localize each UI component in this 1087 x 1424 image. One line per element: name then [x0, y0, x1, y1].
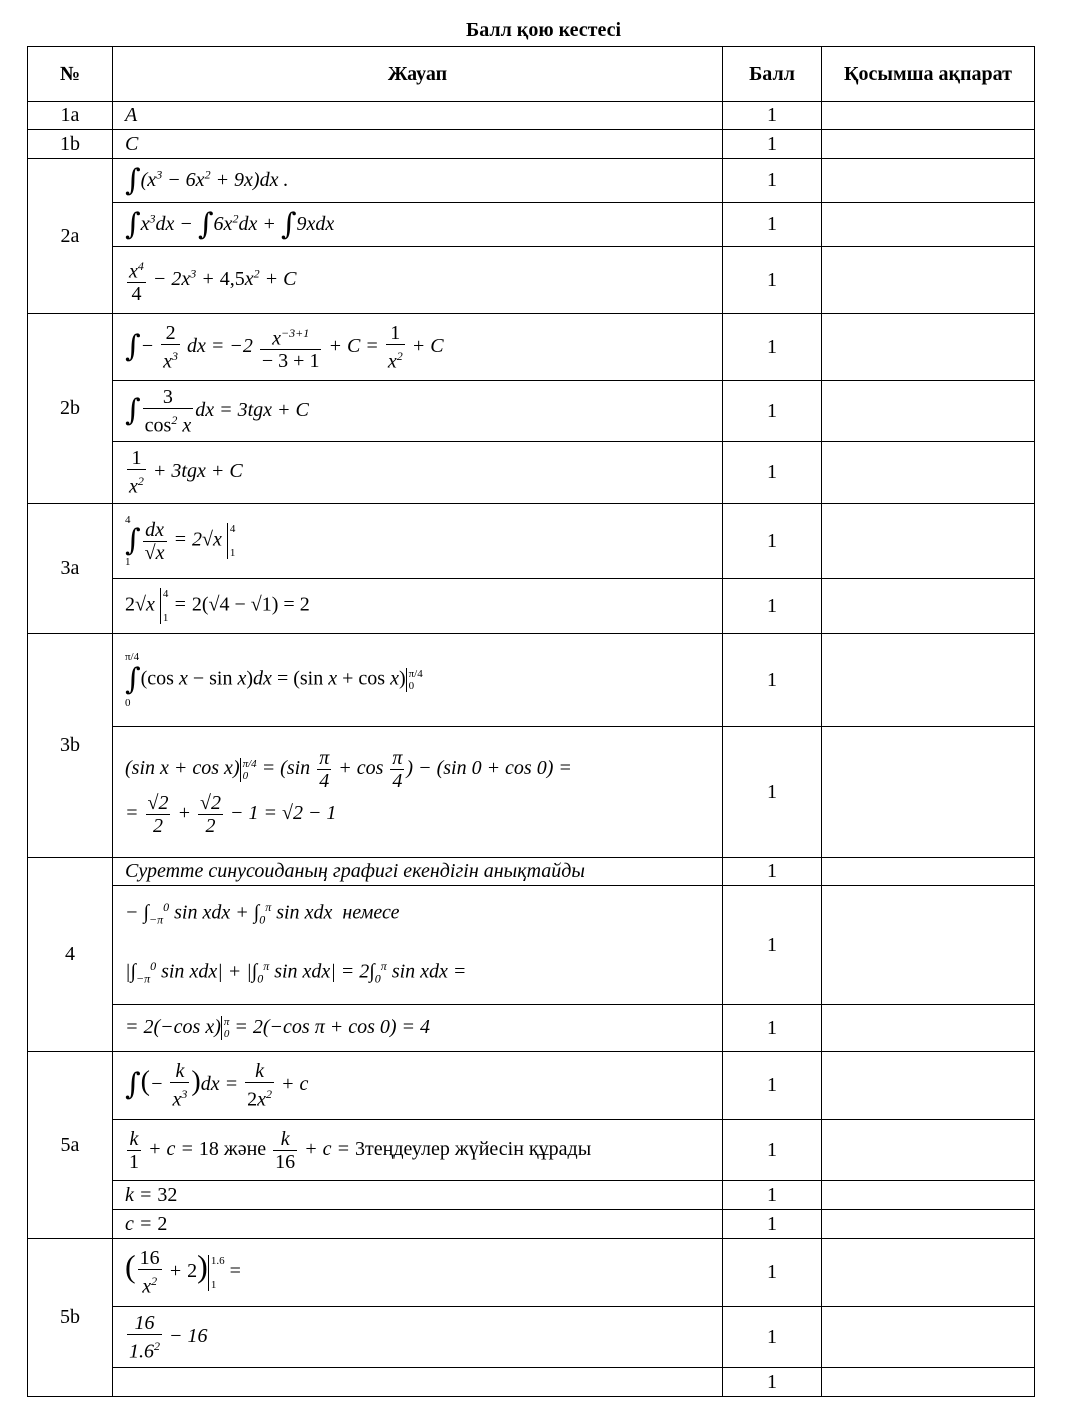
extra-cell [822, 634, 1035, 727]
extra-cell [822, 858, 1035, 886]
score-cell: 1 [723, 1239, 822, 1307]
extra-cell [822, 727, 1035, 858]
table-row [28, 1120, 1035, 1181]
table-row [28, 1368, 1035, 1397]
extra-cell [822, 314, 1035, 381]
score-cell: 1 [723, 247, 822, 314]
score-cell: 1 [723, 1210, 822, 1239]
table-row [28, 727, 1035, 858]
formula-cell: π/4 ∫ 0 (cos x − sin x)dx = (sin x + cos x) π/4 0 [113, 634, 723, 727]
score-cell: 1 [723, 504, 822, 579]
formula-cell: $\int(x^3 - 6x^2 + 9x)dx$ . [113, 159, 723, 203]
formula-cell: = 2(−cos x) π 0 = 2(−cos π + cos 0) = 4 [113, 1005, 723, 1052]
table-row [28, 1307, 1035, 1368]
and-label: және [223, 1137, 267, 1160]
table-row [28, 1005, 1035, 1052]
extra-cell [822, 1005, 1035, 1052]
or-label: немесе [342, 902, 400, 924]
extra-cell [822, 1239, 1035, 1307]
answer-cell: A [113, 102, 723, 130]
extra-cell [822, 203, 1035, 247]
formula-cell: ∫ $\frac{3}{\cos^2 x}$ dx = 3tgx + C [113, 381, 723, 442]
score-cell: 1 [723, 1368, 822, 1397]
header-answer: Жауап [113, 47, 723, 102]
score-cell: 1 [723, 1181, 822, 1210]
formula-cell: $\int x^3dx - \int 6x^2dx + \int 9xdx$ [113, 203, 723, 247]
formula-cell: c = 2 [113, 1210, 723, 1239]
table-row [28, 102, 1035, 130]
formula-cell: $\frac{k}{1}$ + c = 18 және $\frac{k}{16}$ + c = 3теңдеулер жүйесін құрады [113, 1120, 723, 1181]
extra-cell [822, 579, 1035, 634]
score-cell: 1 [723, 442, 822, 504]
header-extra: Қосымша ақпарат [822, 47, 1035, 102]
score-cell: 1 [723, 727, 822, 858]
score-cell: 1 [723, 1307, 822, 1368]
extra-cell [822, 1210, 1035, 1239]
table-row [28, 159, 1035, 203]
task-id: 1a [28, 102, 113, 130]
table-row [28, 203, 1035, 247]
score-cell: 1 [723, 102, 822, 130]
score-cell: 1 [723, 203, 822, 247]
formula-cell: $\frac{16}{1.6^2}$ − 16 [113, 1307, 723, 1368]
task-id: 2a [28, 159, 113, 314]
task-id: 3a [28, 504, 113, 634]
task-id: 2b [28, 314, 113, 504]
score-cell: 1 [723, 886, 822, 1005]
score-cell: 1 [723, 634, 822, 727]
formula-cell: − $\int_{-\pi}^0$ sin xdx + $\int_0^\pi$ sin xdx немесе $|\int_{-\pi}^0$ $\sin xdx| + |\int_0^\pi$ $\sin xdx| = 2\int_0^\pi$ sin xdx = [113, 886, 723, 1005]
answer-cell: Суретте синусоиданың графигі екендігін анықтайды [113, 858, 723, 886]
score-cell: 1 [723, 1120, 822, 1181]
table-row [28, 634, 1035, 727]
table-row [28, 858, 1035, 886]
table-row [28, 1181, 1035, 1210]
formula-cell: $\frac{1}{x^2}$ + 3tgx + C [113, 442, 723, 504]
score-cell: 1 [723, 314, 822, 381]
extra-cell [822, 442, 1035, 504]
table-row [28, 442, 1035, 504]
system-label: теңдеулер жүйесін құрады [365, 1137, 592, 1160]
task-id: 1b [28, 130, 113, 159]
score-cell: 1 [723, 159, 822, 203]
extra-cell [822, 381, 1035, 442]
extra-cell [822, 1120, 1035, 1181]
score-cell: 1 [723, 1005, 822, 1052]
extra-cell [822, 1052, 1035, 1120]
formula-cell: k = 32 [113, 1181, 723, 1210]
table-row [28, 1052, 1035, 1120]
extra-cell [822, 504, 1035, 579]
score-cell: 1 [723, 858, 822, 886]
score-cell: 1 [723, 579, 822, 634]
table-row [28, 1239, 1035, 1307]
task-id: 5a [28, 1052, 113, 1239]
table-row [28, 314, 1035, 381]
formula-cell: ∫(− $\frac{k}{x^3}$ )dx = $\frac{k}{2x^2}$ + c [113, 1052, 723, 1120]
score-cell: 1 [723, 130, 822, 159]
header-score: Балл [723, 47, 822, 102]
extra-cell [822, 247, 1035, 314]
formula-cell: $\frac{x^4}{4}$ − $2x^3 + 4,5x^2 + C$ [113, 247, 723, 314]
task-id: 4 [28, 858, 113, 1052]
answer-cell: C [113, 130, 723, 159]
table-row [28, 381, 1035, 442]
score-cell: 1 [723, 1052, 822, 1120]
task-id: 5b [28, 1239, 113, 1397]
extra-cell [822, 1181, 1035, 1210]
extra-cell [822, 130, 1035, 159]
task-id: 3b [28, 634, 113, 858]
extra-cell [822, 159, 1035, 203]
table-row [28, 886, 1035, 1005]
table-row [28, 1210, 1035, 1239]
formula-cell: (sin x + cos x) π/4 0 = (sin $\frac{\pi}{4}$ + cos $\frac{\pi}{4}$ ) − (sin 0 + cos 0) = = $\frac{√2}{2}$ + $\frac{√2}{2}$ − 1 = √2 − 1 [113, 727, 723, 858]
formula-cell: 2√x 4 1 = 2(√4 − √1) = 2 [113, 579, 723, 634]
score-cell: 1 [723, 381, 822, 442]
scoring-table [27, 46, 1035, 1397]
table-row [28, 504, 1035, 579]
header-row [28, 47, 1035, 102]
header-number: № [28, 47, 113, 102]
extra-cell [822, 886, 1035, 1005]
extra-cell [822, 102, 1035, 130]
page-title: Балл қою кестесі [465, 19, 622, 41]
answer-cell [113, 1368, 723, 1397]
extra-cell [822, 1368, 1035, 1397]
formula-cell: 4 ∫ 1 $\frac{dx}{√x}$ = 2√x 4 1 [113, 504, 723, 579]
table-row [28, 579, 1035, 634]
formula-cell: ∫− $\frac{2}{x^3}$ dx = −2 $\frac{x^{-3+1}}{- 3 + 1}$ + C = $\frac{1}{x^2}$ + C [113, 314, 723, 381]
extra-cell [822, 1307, 1035, 1368]
table-row [28, 130, 1035, 159]
table-row [28, 247, 1035, 314]
formula-cell: ( $\frac{16}{x^2}$ + 2) 1.6 1 = [113, 1239, 723, 1307]
